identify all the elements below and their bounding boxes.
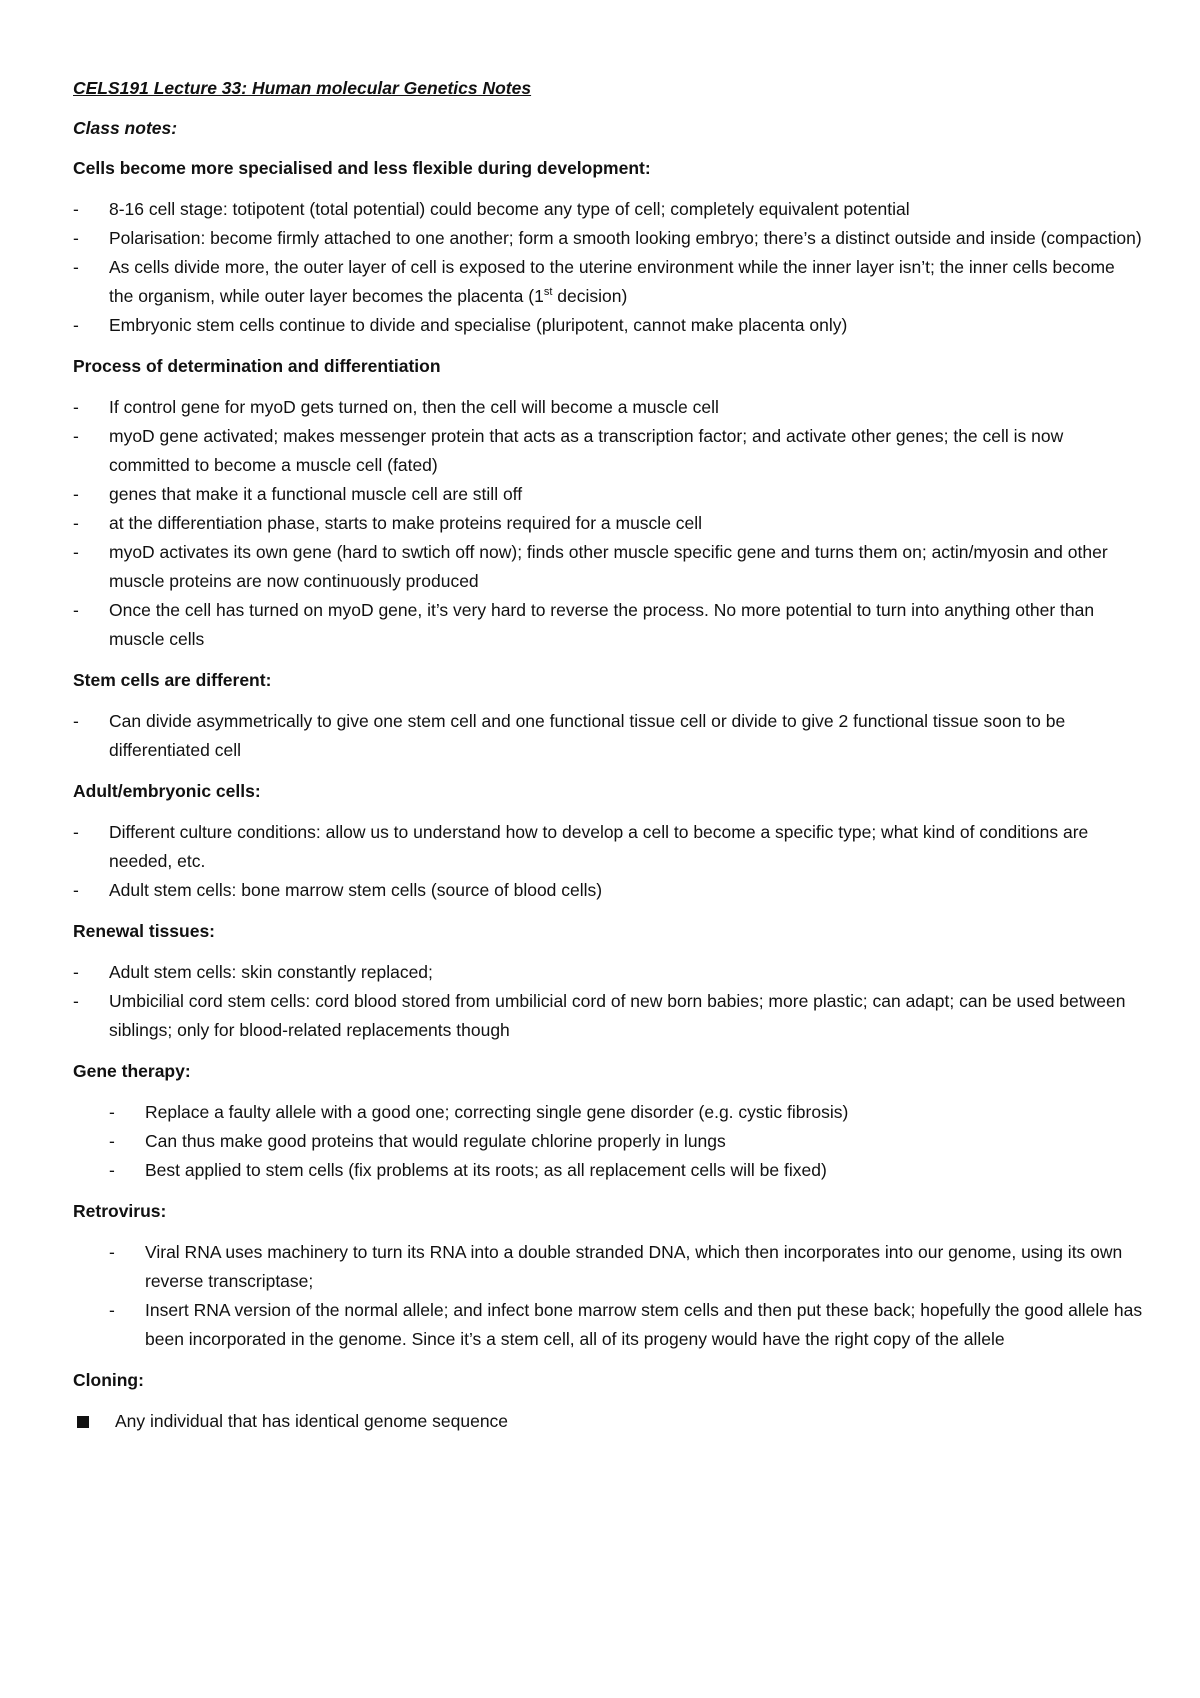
dash-bullet-icon: - [73, 962, 79, 982]
list-item [73, 818, 1143, 876]
list-item [109, 1127, 1143, 1156]
dash-bullet-icon: - [109, 1160, 115, 1180]
bullet-list [73, 958, 1143, 1045]
list-item-text: Can divide asymmetrically to give one stem cell and one functional tissue cell or divide to give 2 functional tissue soon to be differentiated cell [109, 711, 1066, 760]
list-item-text: Different culture conditions: allow us to understand how to develop a cell to become a specific type; what kind of conditions are needed, etc. [109, 822, 1089, 871]
list-item [73, 876, 1143, 905]
dash-bullet-icon: - [73, 397, 79, 417]
dash-bullet-icon: - [109, 1300, 115, 1320]
section-heading: Retrovirus: [73, 1201, 167, 1221]
list-item-text: Best applied to stem cells (fix problems at its roots; as all replacement cells will be fixed) [145, 1160, 827, 1180]
list-item-text: Insert RNA version of the normal allele; and infect bone marrow stem cells and then put these back; hopefully the good allele has been incorporated in the genome. Since it’s a stem cell, all of its progeny would have the right copy of the allele [145, 1300, 1143, 1349]
list-item-text: myoD gene activated; makes messenger protein that acts as a transcription factor; and activate other genes; the cell is now committed to become a muscle cell (fated) [109, 426, 1064, 475]
dash-bullet-icon: - [73, 426, 79, 446]
dash-bullet-icon: - [73, 513, 79, 533]
bullet-list [73, 707, 1143, 765]
list-item [109, 1156, 1143, 1185]
dash-bullet-icon: - [73, 822, 79, 842]
list-item-text: Umbicilial cord stem cells: cord blood stored from umbilicial cord of new born babies; more plastic; can adapt; can be used between siblings; only for blood-related replacements though [109, 991, 1126, 1040]
list-item-text: Can thus make good proteins that would regulate chlorine properly in lungs [145, 1131, 726, 1151]
dash-bullet-icon: - [73, 199, 79, 219]
list-item-text: Replace a faulty allele with a good one; correcting single gene disorder (e.g. cystic fibrosis) [145, 1102, 849, 1122]
square-bullet-list [73, 1407, 1143, 1436]
section-heading: Renewal tissues: [73, 921, 215, 941]
dash-bullet-icon: - [73, 880, 79, 900]
dash-bullet-icon: - [109, 1242, 115, 1262]
section-heading: Cells become more specialised and less flexible during development: [73, 158, 651, 178]
list-item-text: Any individual that has identical genome sequence [115, 1411, 509, 1431]
list-item [73, 311, 1143, 340]
list-item [73, 480, 1143, 509]
class-notes-label: Class notes: [73, 118, 178, 138]
list-item-text: Embryonic stem cells continue to divide and specialise (pluripotent, cannot make placenta only) [109, 315, 848, 335]
list-item [73, 987, 1143, 1045]
list-item [73, 958, 1143, 987]
dash-bullet-icon: - [73, 600, 79, 620]
list-item [109, 1296, 1143, 1354]
list-item [73, 1407, 1143, 1436]
list-item-text: genes that make it a functional muscle cell are still off [109, 484, 523, 504]
dash-bullet-icon: - [109, 1131, 115, 1151]
dash-bullet-icon: - [73, 228, 79, 248]
dash-bullet-icon: - [73, 484, 79, 504]
dash-bullet-icon: - [73, 542, 79, 562]
list-item [73, 195, 1143, 224]
list-item [73, 393, 1143, 422]
list-item [109, 1238, 1143, 1296]
dash-bullet-icon: - [73, 711, 79, 731]
list-item [73, 253, 1143, 311]
list-item [73, 707, 1143, 765]
list-item-text: decision) [552, 286, 628, 306]
section-heading: Cloning: [73, 1370, 144, 1390]
section-heading: Process of determination and differentiation [73, 356, 441, 376]
dash-bullet-icon: - [73, 315, 79, 335]
dash-bullet-icon: - [109, 1102, 115, 1122]
list-item-text: Adult stem cells: skin constantly replaced; [109, 962, 433, 982]
document-body [73, 74, 1143, 1436]
list-item-text: Polarisation: become firmly attached to one another; form a smooth looking embryo; there’s a distinct outside and inside (compaction) [109, 228, 1142, 248]
list-item [109, 1098, 1143, 1127]
notes-sections [73, 154, 1143, 1436]
bullet-list [73, 1098, 1143, 1185]
document-title: CELS191 Lecture 33: Human molecular Genetics Notes [73, 78, 532, 98]
list-item-text: at the differentiation phase, starts to make proteins required for a muscle cell [109, 513, 703, 533]
list-item [73, 538, 1143, 596]
section-heading: Stem cells are different: [73, 670, 272, 690]
list-item-text: 8-16 cell stage: totipotent (total potential) could become any type of cell; completely equivalent potential [109, 199, 910, 219]
list-item-text: Viral RNA uses machinery to turn its RNA into a double stranded DNA, which then incorporates into our genome, using its own reverse transcriptase; [145, 1242, 1123, 1291]
list-item-text: As cells divide more, the outer layer of cell is exposed to the uterine environment while the inner layer isn’t; the inner cells become the organism, while outer layer becomes the placenta (1 [109, 257, 1115, 306]
list-item-text: If control gene for myoD gets turned on, then the cell will become a muscle cell [109, 397, 719, 417]
dash-bullet-icon: - [73, 257, 79, 277]
list-item [73, 422, 1143, 480]
bullet-list [73, 393, 1143, 654]
square-bullet-icon [77, 1416, 89, 1428]
section-heading: Gene therapy: [73, 1061, 191, 1081]
list-item [73, 509, 1143, 538]
bullet-list [73, 1238, 1143, 1354]
ordinal-superscript: st [543, 286, 553, 299]
bullet-list [73, 195, 1143, 340]
dash-bullet-icon: - [73, 991, 79, 1011]
list-item [73, 224, 1143, 253]
list-item-text: myoD activates its own gene (hard to swtich off now); finds other muscle specific gene and turns them on; actin/myosin and other muscle proteins are now continuously produced [109, 542, 1108, 591]
list-item-text: Adult stem cells: bone marrow stem cells (source of blood cells) [109, 880, 603, 900]
list-item [73, 596, 1143, 654]
section-heading: Adult/embryonic cells: [73, 781, 261, 801]
bullet-list [73, 818, 1143, 905]
list-item-text: Once the cell has turned on myoD gene, it’s very hard to reverse the process. No more potential to turn into anything other than muscle cells [109, 600, 1095, 649]
